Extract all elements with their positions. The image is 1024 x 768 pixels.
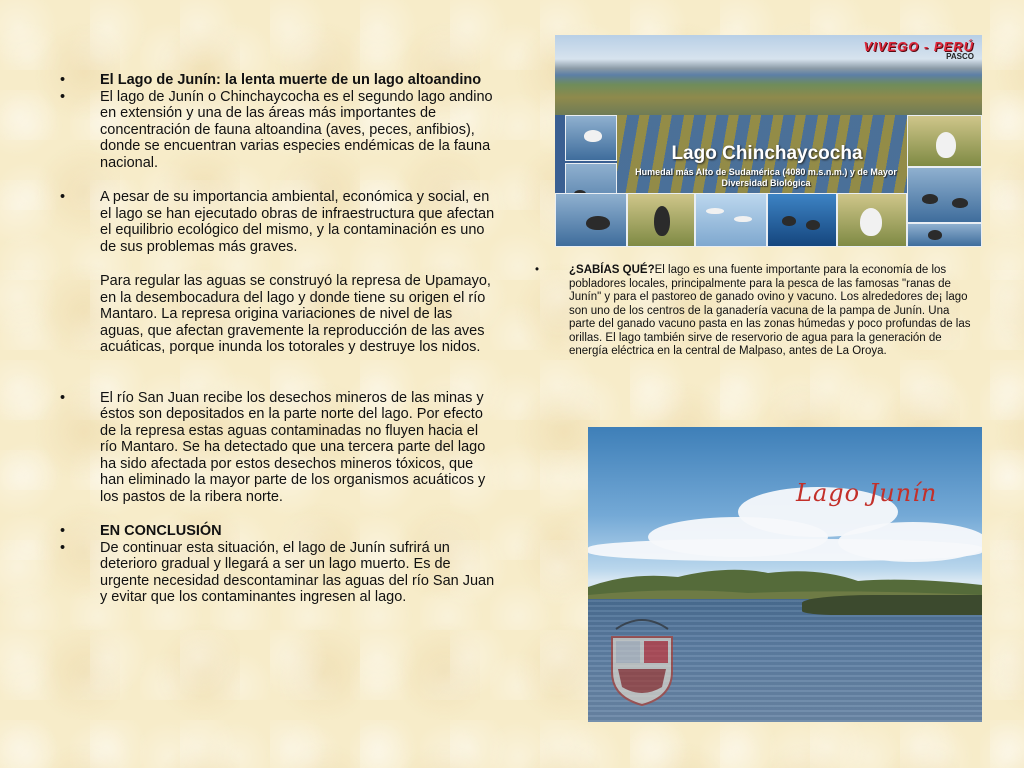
bullet: • [60, 389, 66, 406]
grebe-water-tile [555, 193, 627, 247]
san-juan-paragraph: El río San Juan recibe los desechos mineros de las minas y éstos son depositados en la parte norte del lago. Por efecto de la represa estas aguas contaminadas no fluyen hacia el río Mantaro. Se ha detectado que una tercera parte del lago ha sido afectada por estos desechos mineros tóxicos, que han eliminado la mayor parte de los organismos acuáticos y los pastos de la ribera norte. [100, 389, 486, 505]
intro-paragraph: El lago de Junín o Chinchaycocha es el segundo lago andino en extensión y una de las áreas más importantes de concentración de fauna altoandina (aves, peces, anfibios), donde se encuentran varias especies endémicas de la fauna nacional. [100, 88, 493, 171]
bullet: • [60, 539, 66, 556]
bullet: • [60, 523, 66, 539]
bullet: • [535, 264, 540, 276]
reed-bed [802, 595, 982, 615]
infrastructure-paragraph: A pesar de su importancia ambiental, económica y social, en el lago se han ejecutado obras de infraestructura que afectan el equilibrio ecológico del mismo, y la contaminación es uno de sus problemas más graves. [100, 189, 495, 255]
did-you-know-body: El lago es una fuente importante para la economía de los pobladores locales, principalmente para la pesca de las famosas "ranas de Junín" y para el pastoreo de ganado ovino y vacuno. Los alrededores de¡ lago son uno de los centros de la ganadería vacuna de la pampa de Junín. Una parte del ganado vacuno pasta en las zonas húmedas y poco profundas de las orillas. El lago también sirve de reservorio de agua para la generación de energía eléctrica en la central de Malpaso, antes de La Oroya. [569, 264, 971, 357]
coot-tile [837, 193, 907, 247]
grebe-pair-tile [907, 223, 982, 247]
logo-text: VIVEGO - PERÚ [863, 39, 974, 54]
lago-junin-photo [588, 427, 982, 722]
gulls-tile [695, 193, 767, 247]
conclusion-heading: EN CONCLUSIÓN [100, 523, 222, 539]
chinchaycocha-collage-image [555, 35, 982, 247]
grebe-tile [907, 115, 982, 167]
list-item-conclusion-title [58, 523, 498, 540]
did-you-know-lead: ¿SABÍAS QUÉ? [569, 264, 655, 276]
collage-title: Lago Chinchaycocha [671, 143, 863, 164]
junin-city-seal-icon [606, 607, 678, 707]
swimming-birds-tile [907, 167, 982, 223]
did-you-know-box [533, 264, 973, 359]
bullet: • [60, 88, 66, 105]
logo-subtext: PASCO [946, 52, 974, 61]
collage-subtitle: Humedal más Alto de Sudamérica (4080 m.s.n.m.) y de Mayor Diversidad Biológica [635, 167, 897, 188]
bullet: • [60, 72, 66, 88]
list-item-conclusion [58, 540, 498, 606]
list-item-infrastructure [58, 189, 498, 356]
flamingo-tile [565, 115, 617, 161]
viaje-peru-logo [863, 39, 974, 61]
main-text-column [58, 72, 498, 606]
ibis-tile [627, 193, 695, 247]
list-item-san-juan [58, 390, 498, 506]
ducks-blue-tile [767, 193, 837, 247]
bullet: • [60, 189, 66, 205]
article-title: El Lago de Junín: la lenta muerte de un lago altoandino [100, 72, 482, 88]
conclusion-paragraph: De continuar esta situación, el lago de Junín sufrirá un deterioro gradual y llegará a ser un lago muerto. Es de urgente necesidad descontaminar las aguas del río San Juan y evitar que los contaminantes ingresen al lago. [100, 539, 495, 605]
list-item-title [58, 72, 498, 89]
dam-paragraph: Para regular las aguas se construyó la represa de Upamayo, en la desembocadura del lago y donde tiene su origen el río Mantaro. La represa origina variaciones de nivel de las aguas, que afectan gravemente la reproducción de las aves acuáticas, porque inunda los totorales y destruye los nidos. [100, 273, 491, 355]
list-item-did-you-know [533, 264, 973, 359]
list-item-intro [58, 89, 498, 172]
lake-photo-label: Lago Junín [796, 479, 938, 507]
